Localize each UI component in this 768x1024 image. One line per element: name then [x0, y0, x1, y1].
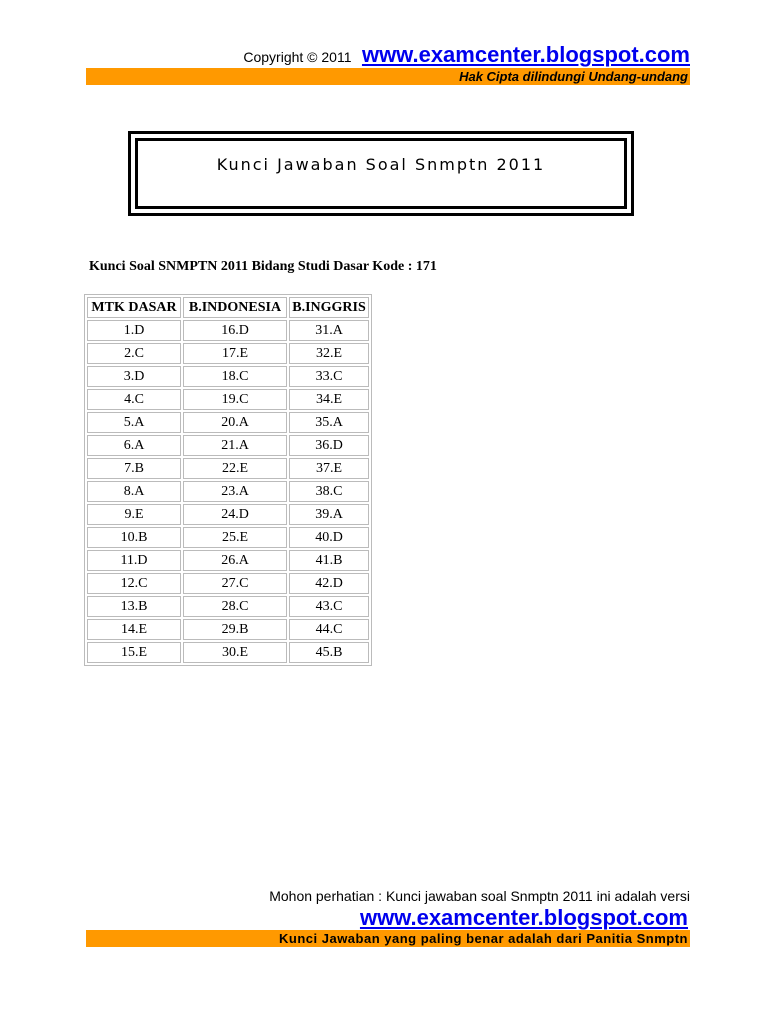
- answer-cell: 30.E: [183, 642, 287, 663]
- answer-cell: 44.C: [289, 619, 369, 640]
- table-row: [87, 389, 369, 410]
- table-row: [87, 527, 369, 548]
- answer-cell: 3.D: [87, 366, 181, 387]
- answer-cell: 27.C: [183, 573, 287, 594]
- column-header-b-inggris: B.INGGRIS: [289, 297, 369, 318]
- answer-cell: 35.A: [289, 412, 369, 433]
- footer-site-link[interactable]: www.examcenter.blogspot.com: [359, 905, 688, 930]
- answer-cell: 7.B: [87, 458, 181, 479]
- answer-cell: 11.D: [87, 550, 181, 571]
- answer-cell: 45.B: [289, 642, 369, 663]
- title-box: [128, 131, 634, 216]
- answer-cell: 1.D: [87, 320, 181, 341]
- answer-cell: 41.B: [289, 550, 369, 571]
- answer-rows: [87, 320, 369, 663]
- answer-cell: 16.D: [183, 320, 287, 341]
- answer-cell: 23.A: [183, 481, 287, 502]
- footer-bar: Kunci Jawaban yang paling benar adalah dari Panitia Snmptn: [86, 930, 690, 947]
- table-row: [87, 343, 369, 364]
- answer-cell: 36.D: [289, 435, 369, 456]
- footer-link-line: [86, 906, 690, 930]
- answer-cell: 20.A: [183, 412, 287, 433]
- table-row: [87, 596, 369, 617]
- footer-notice: Mohon perhatian : Kunci jawaban soal Snmptn 2011 ini adalah versi: [269, 888, 690, 904]
- answer-cell: 38.C: [289, 481, 369, 502]
- answer-cell: 14.E: [87, 619, 181, 640]
- answer-cell: 29.B: [183, 619, 287, 640]
- answer-cell: 21.A: [183, 435, 287, 456]
- answer-cell: 13.B: [87, 596, 181, 617]
- answer-cell: 42.D: [289, 573, 369, 594]
- page-header: [86, 42, 690, 85]
- header-rights-bar: Hak Cipta dilindungi Undang-undang: [86, 68, 690, 85]
- answer-cell: 2.C: [87, 343, 181, 364]
- copyright-text: Copyright © 2011: [243, 49, 352, 65]
- table-row: [87, 642, 369, 663]
- answer-cell: 28.C: [183, 596, 287, 617]
- copyright-line: [86, 42, 690, 68]
- table-row: [87, 366, 369, 387]
- answer-cell: 5.A: [87, 412, 181, 433]
- answer-cell: 19.C: [183, 389, 287, 410]
- table-row: [87, 573, 369, 594]
- table-row: [87, 458, 369, 479]
- answer-cell: 15.E: [87, 642, 181, 663]
- table-row: [87, 619, 369, 640]
- table-row: [87, 550, 369, 571]
- answer-cell: 40.D: [289, 527, 369, 548]
- table-header-row: [87, 297, 369, 318]
- answer-cell: 32.E: [289, 343, 369, 364]
- answer-cell: 10.B: [87, 527, 181, 548]
- answer-key-table: [84, 294, 372, 666]
- answer-cell: 22.E: [183, 458, 287, 479]
- answer-cell: 33.C: [289, 366, 369, 387]
- answer-cell: 26.A: [183, 550, 287, 571]
- answer-cell: 43.C: [289, 596, 369, 617]
- answer-cell: 6.A: [87, 435, 181, 456]
- answer-cell: 12.C: [87, 573, 181, 594]
- table-row: [87, 504, 369, 525]
- table-row: [87, 412, 369, 433]
- answer-cell: 18.C: [183, 366, 287, 387]
- header-site-link[interactable]: www.examcenter.blogspot.com: [361, 42, 690, 67]
- column-header-mtk-dasar: MTK DASAR: [87, 297, 181, 318]
- table-row: [87, 435, 369, 456]
- answer-cell: 39.A: [289, 504, 369, 525]
- answer-cell: 9.E: [87, 504, 181, 525]
- section-subtitle: Kunci Soal SNMPTN 2011 Bidang Studi Dasar Kode : 171: [89, 259, 437, 274]
- page-title: Kunci Jawaban Soal Snmptn 2011: [216, 155, 546, 174]
- title-box-inner: [135, 138, 627, 209]
- column-header-b-indonesia: B.INDONESIA: [183, 297, 287, 318]
- answer-cell: 17.E: [183, 343, 287, 364]
- answer-cell: 24.D: [183, 504, 287, 525]
- page-footer: [86, 886, 690, 947]
- table-row: [87, 481, 369, 502]
- table-row: [87, 320, 369, 341]
- answer-cell: 34.E: [289, 389, 369, 410]
- answer-cell: 31.A: [289, 320, 369, 341]
- answer-cell: 37.E: [289, 458, 369, 479]
- answer-cell: 4.C: [87, 389, 181, 410]
- answer-cell: 8.A: [87, 481, 181, 502]
- answer-cell: 25.E: [183, 527, 287, 548]
